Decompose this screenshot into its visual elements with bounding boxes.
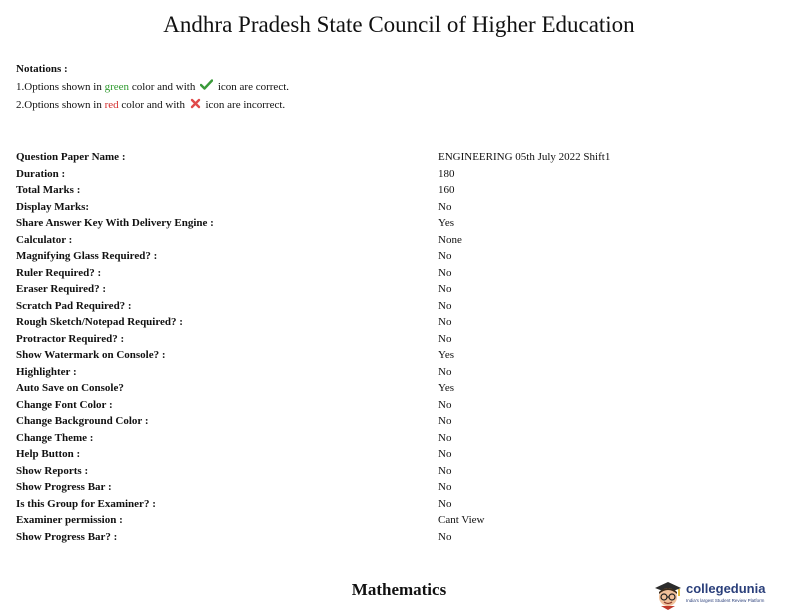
notation-text: 2.Options shown in: [16, 99, 105, 112]
section-title: Mathematics: [351, 580, 447, 599]
detail-row: [16, 479, 716, 496]
detail-label: Help Button :: [16, 448, 81, 460]
detail-row: [16, 496, 716, 513]
detail-row: [16, 215, 716, 232]
detail-value: No: [438, 332, 452, 345]
detail-value: ENGINEERING 05th July 2022 Shift1: [438, 151, 611, 163]
detail-value: Yes: [438, 382, 455, 394]
notation-correct: [16, 78, 289, 96]
detail-row: [16, 347, 716, 364]
detail-label: Calculator :: [16, 233, 73, 246]
logo-brand-text: collegedunia: [686, 581, 766, 596]
detail-row: [16, 232, 716, 249]
detail-label: Duration :: [16, 167, 66, 180]
detail-value: None: [438, 233, 462, 246]
detail-label: Auto Save on Console?: [16, 382, 124, 394]
detail-row: [16, 199, 716, 216]
detail-label: Magnifying Glass Required? :: [16, 250, 158, 262]
notations-heading: Notations :: [16, 63, 68, 75]
detail-row: [16, 149, 716, 166]
detail-label: Display Marks:: [16, 200, 90, 213]
student-mascot-icon: [652, 580, 684, 615]
detail-value: 180: [438, 167, 455, 180]
detail-row: [16, 265, 716, 282]
detail-label: Protractor Required? :: [16, 332, 125, 345]
detail-label: Scratch Pad Required? :: [16, 299, 132, 312]
cross-icon: [190, 97, 201, 115]
detail-value: Cant View: [438, 514, 485, 526]
detail-label: Eraser Required? :: [16, 283, 107, 295]
detail-label: Total Marks :: [16, 184, 81, 196]
detail-value: No: [438, 200, 452, 213]
detail-value: No: [438, 448, 452, 460]
detail-row: [16, 512, 716, 529]
detail-label: Change Theme :: [16, 431, 94, 444]
detail-value: No: [438, 316, 452, 328]
detail-row: [16, 166, 716, 183]
detail-label: Show Progress Bar? :: [16, 530, 118, 543]
detail-value: No: [438, 283, 452, 295]
detail-value: No: [438, 481, 452, 493]
notation-text: color and with: [118, 99, 188, 112]
detail-value: No: [438, 530, 452, 543]
detail-label: Show Watermark on Console? :: [16, 349, 166, 361]
notation-text: icon are correct.: [215, 81, 290, 93]
detail-value: No: [438, 299, 452, 312]
detail-row: [16, 463, 716, 480]
notations-block: [16, 60, 289, 115]
detail-label: Highlighter :: [16, 365, 77, 378]
detail-value: No: [438, 266, 452, 279]
detail-label: Rough Sketch/Notepad Required? :: [16, 316, 183, 328]
detail-label: Examiner permission :: [16, 514, 123, 526]
detail-row: [16, 364, 716, 381]
detail-value: Yes: [438, 349, 455, 361]
detail-row: [16, 397, 716, 414]
detail-label: Ruler Required? :: [16, 266, 102, 279]
detail-row: [16, 430, 716, 447]
notation-text: icon are incorrect.: [202, 99, 286, 112]
detail-value: No: [438, 431, 452, 444]
detail-row: [16, 298, 716, 315]
detail-value: No: [438, 415, 452, 427]
detail-row: [16, 446, 716, 463]
notation-color-word-green: green: [104, 81, 130, 93]
detail-label: Change Background Color :: [16, 415, 149, 427]
detail-value: No: [438, 497, 452, 510]
detail-value: Yes: [438, 217, 455, 229]
detail-value: No: [438, 464, 452, 477]
detail-label: Change Font Color :: [16, 398, 113, 411]
detail-label: Show Progress Bar :: [16, 481, 112, 493]
detail-value: No: [438, 250, 452, 262]
detail-row: [16, 331, 716, 348]
detail-value: 160: [438, 184, 455, 196]
detail-value: No: [438, 398, 452, 411]
detail-label: Is this Group for Examiner? :: [16, 497, 156, 510]
check-icon: [200, 78, 213, 96]
detail-row: [16, 182, 716, 199]
collegedunia-logo: [652, 580, 792, 610]
notation-text: 1.Options shown in: [16, 81, 105, 93]
detail-row: [16, 314, 716, 331]
detail-row: [16, 380, 716, 397]
detail-row: [16, 248, 716, 265]
detail-row: [16, 529, 716, 546]
page-title: Andhra Pradesh State Council of Higher Education: [163, 12, 635, 37]
detail-value: No: [438, 365, 452, 378]
detail-row: [16, 413, 716, 430]
question-paper-details: [16, 149, 716, 545]
logo-tagline: India's largest Student Review Platform: [686, 598, 765, 603]
notation-color-word-red: red: [104, 99, 119, 112]
notation-incorrect: [16, 96, 289, 114]
notation-text: color and with: [129, 81, 199, 93]
detail-row: [16, 281, 716, 298]
detail-label: Question Paper Name :: [16, 151, 126, 163]
detail-label: Show Reports :: [16, 464, 89, 477]
detail-label: Share Answer Key With Delivery Engine :: [16, 217, 214, 229]
